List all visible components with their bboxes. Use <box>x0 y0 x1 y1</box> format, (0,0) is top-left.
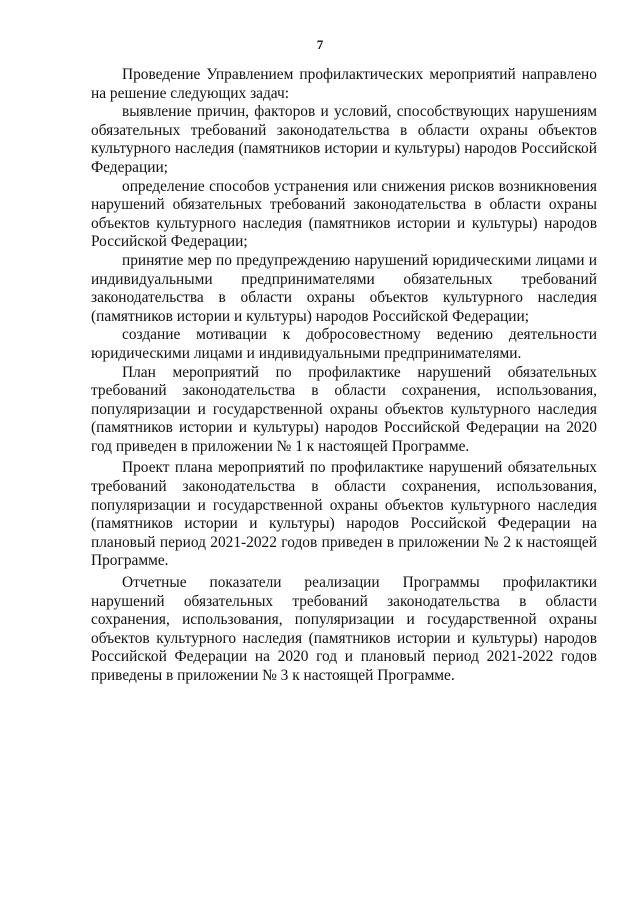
paragraph-task-1: выявление причин, факторов и условий, способствующих нарушениям обязательных требований законодательства в области охраны объектов культурного наследия (памятников истории и культуры) народов Российской Федерации; <box>91 103 597 176</box>
paragraph-plan-2021-2022: Проект плана мероприятий по профилактике нарушений обязательных требований законодательства в области сохранения, использования, популяризации и государственной охраны объектов культурного наследия (памятников истории и культуры) народов Российской Федерации на плановый период 2021-2022 годов приведен в приложении № 2 к настоящей Программе. <box>91 459 597 570</box>
paragraph-task-2: определение способов устранения или снижения рисков возникновения нарушений обязательных требований законодательства в области охраны объектов культурного наследия (памятников истории и культуры) народов Российской Федерации; <box>91 177 597 251</box>
page-number: 7 <box>316 37 324 52</box>
paragraph-intro: Проведение Управлением профилактических мероприятий направлено на решение следующих задач: <box>91 66 597 102</box>
paragraph-plan-2020: План мероприятий по профилактике нарушений обязательных требований законодательства в области сохранения, использования, популяризации и государственной охраны объектов культурного наследия (памятников истории и культуры) народов Российской Федерации на 2020 год приведен в приложении № 1 к настоящей Программе. <box>91 363 597 455</box>
paragraph-report-indicators: Отчетные показатели реализации Программы профилактики нарушений обязательных требований законодательства в области сохранения, использования, популяризации и государственной охраны объектов культурного наследия (памятников истории и культуры) народов Российской Федерации на 2020 год и плановый период 2021-2022 годов приведены в приложении № 3 к настоящей Программе. <box>91 574 597 684</box>
paragraph-task-3: принятие мер по предупреждению нарушений юридическими лицами и индивидуальными предпринимателями обязательных требований законодательства в области охраны объектов культурного наследия (памятников истории и культуры) народов Российской Федерации; <box>91 251 597 325</box>
paragraph-task-4: создание мотивации к добросовестному ведению деятельности юридическими лицами и индивидуальными предпринимателями. <box>91 326 597 362</box>
document-body <box>91 66 597 686</box>
